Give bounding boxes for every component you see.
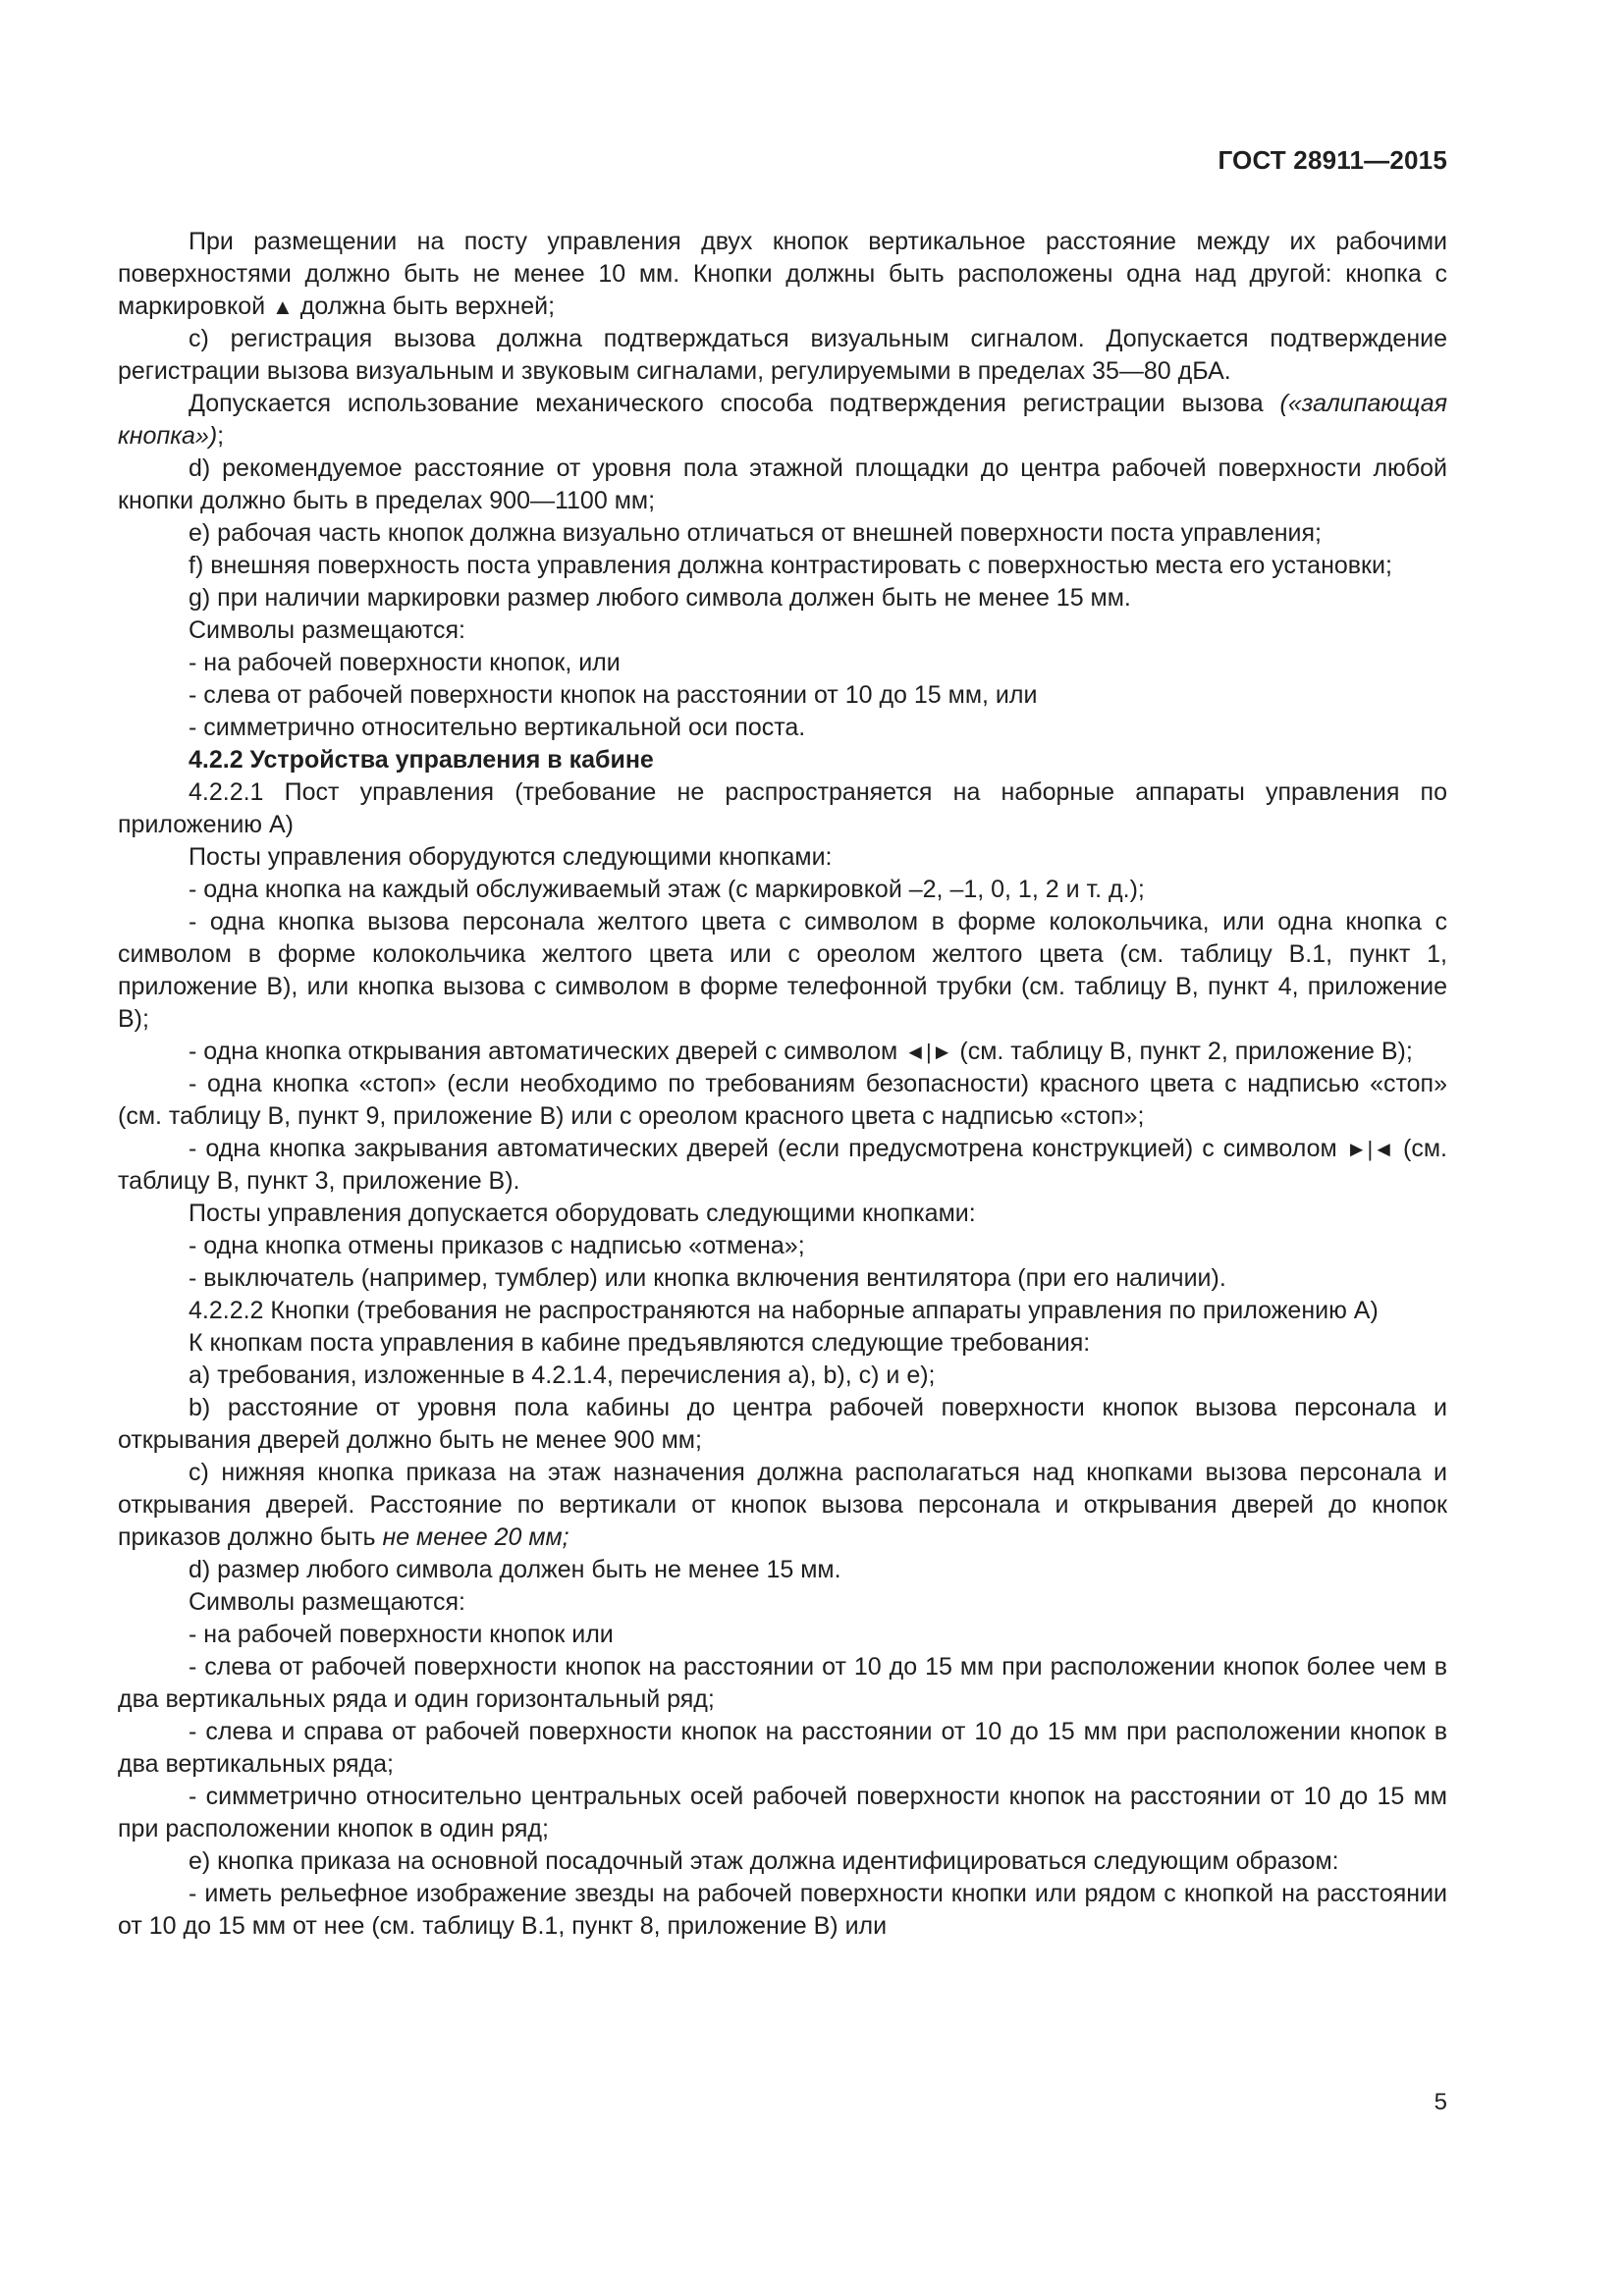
list-item: - на рабочей поверхности кнопок или xyxy=(189,1621,614,1648)
paragraph: f) внешняя поверхность поста управления должна контрастировать с поверхностью места его установки; xyxy=(189,552,1392,579)
list-item: - слева от рабочей поверхности кнопок на расстоянии от 10 до 15 мм при расположении кнопок более чем в два вертикальных ряда и один горизонтальный ряд; xyxy=(118,1653,1447,1713)
list-item: b) расстояние от уровня пола кабины до центра рабочей поверхности кнопок вызова персонала и открывания дверей должно быть не менее 900 мм; xyxy=(118,1394,1447,1454)
list-item: - слева и справа от рабочей поверхности кнопок на расстоянии от 10 до 15 мм при расположении кнопок в два вертикальных ряда; xyxy=(118,1718,1447,1778)
paragraph: Символы размещаются: xyxy=(189,616,465,644)
paragraph-text: (см. таблицу В, пункт 2, приложение В); xyxy=(959,1038,1413,1065)
paragraph-text: - одна кнопка закрывания автоматических дверей (если предусмотрена конструкцией) с символом xyxy=(189,1135,1337,1162)
triangle-up-icon: ▲ xyxy=(272,294,294,319)
paragraph xyxy=(118,388,1447,453)
paragraph: g) при наличии маркировки размер любого символа должен быть не менее 15 мм. xyxy=(189,584,1131,612)
paragraph: d) рекомендуемое расстояние от уровня пола этажной площадки до центра рабочей поверхности любой кнопки должно быть в пределах 900—1100 мм; xyxy=(118,454,1447,514)
paragraph-text-italic: не менее 20 мм; xyxy=(382,1523,569,1551)
paragraph: Посты управления оборудуются следующими кнопками: xyxy=(189,843,833,871)
paragraph: Посты управления допускается оборудовать следующими кнопками: xyxy=(189,1200,976,1227)
list-item: - иметь рельефное изображение звезды на рабочей поверхности кнопки или рядом с кнопкой на расстоянии от 10 до 15 мм от нее (см. таблицу В.1, пункт 8, приложение В) или xyxy=(118,1880,1447,1940)
paragraph-text: - одна кнопка открывания автоматических дверей с символом xyxy=(189,1038,898,1065)
paragraph-text-italic: («залипающая кнопка») xyxy=(118,390,1447,450)
list-item: - одна кнопка на каждый обслуживаемый этаж (с маркировкой –2, –1, 0, 1, 2 и т. д.); xyxy=(189,876,1145,903)
list-item: - одна кнопка «стоп» (если необходимо по требованиям безопасности) красного цвета с надписью «стоп» (см. таблицу В, пункт 9, приложение В) или с ореолом красного цвета с надписью «стоп»; xyxy=(118,1070,1447,1130)
paragraph: К кнопкам поста управления в кабине предъявляются следующие требования: xyxy=(189,1329,1091,1357)
section-heading: 4.2.2 Устройства управления в кабине xyxy=(189,746,654,774)
list-item: - одна кнопка вызова персонала желтого цвета с символом в форме колокольчика, или одна кнопка с символом в форме колокольчика желтого цвета или с ореолом желтого цвета (см. таблицу В.1, пункт 1, приложение В), или кнопка вызова с символом в форме телефонной трубки (см. таблицу В, пункт 4, приложение В); xyxy=(118,908,1447,1033)
document-header: ГОСТ 28911—2015 xyxy=(1218,145,1447,175)
document-body xyxy=(118,226,1447,1943)
paragraph-text: должна быть верхней; xyxy=(299,293,556,320)
list-item: - одна кнопка отмены приказов с надписью «отмена»; xyxy=(189,1232,805,1259)
list-item: a) требования, изложенные в 4.2.1.4, перечисления a), b), c) и e); xyxy=(189,1362,936,1389)
list-item xyxy=(118,1036,1447,1068)
page-number: 5 xyxy=(1434,2089,1447,2115)
list-item: - слева от рабочей поверхности кнопок на расстоянии от 10 до 15 мм, или xyxy=(189,681,1038,709)
list-item xyxy=(118,1457,1447,1554)
paragraph: e) рабочая часть кнопок должна визуально отличаться от внешней поверхности поста управления; xyxy=(189,519,1322,547)
paragraph: 4.2.2.2 Кнопки (требования не распространяются на наборные аппараты управления по приложению А) xyxy=(189,1297,1379,1324)
paragraph-text: Допускается использование механического способа подтверждения регистрации вызова xyxy=(189,390,1264,417)
paragraph-text: При размещении на посту управления двух кнопок вертикальное расстояние между их рабочими поверхностями должно быть не менее 10 мм. Кнопки должны быть расположены одна над другой: кнопка с маркировкой xyxy=(118,228,1447,320)
list-item: - на рабочей поверхности кнопок, или xyxy=(189,649,621,676)
paragraph-text: ; xyxy=(217,422,225,450)
paragraph: c) регистрация вызова должна подтверждаться визуальным сигналом. Допускается подтверждение регистрации вызова визуальным и звуковым сигналами, регулируемыми в пределах 35—80 дБА. xyxy=(118,325,1447,385)
list-item: e) кнопка приказа на основной посадочный этаж должна идентифицироваться следующим образом: xyxy=(189,1847,1339,1875)
paragraph-text: c) нижняя кнопка приказа на этаж назначения должна располагаться над кнопками вызова персонала и открывания дверей. Расстояние по вертикали от кнопок вызова персонала и открывания дверей до кнопок приказов должно быть xyxy=(118,1459,1447,1551)
paragraph: 4.2.2.1 Пост управления (требование не распространяется на наборные аппараты управления по приложению А) xyxy=(118,778,1447,838)
list-item: - симметрично относительно центральных осей рабочей поверхности кнопок на расстоянии от 10 до 15 мм при расположении кнопок в один ряд; xyxy=(118,1783,1447,1842)
paragraph xyxy=(118,226,1447,323)
paragraph: Символы размещаются: xyxy=(189,1588,465,1616)
paragraph-text: (см. таблицу В, пункт 3, приложение В). xyxy=(118,1135,1447,1195)
list-item: - выключатель (например, тумблер) или кнопка включения вентилятора (при его наличии). xyxy=(189,1264,1226,1292)
open-doors-icon: ◄|► xyxy=(904,1040,953,1064)
list-item: - симметрично относительно вертикальной оси поста. xyxy=(189,714,806,741)
list-item xyxy=(118,1133,1447,1198)
list-item: d) размер любого символа должен быть не менее 15 мм. xyxy=(189,1556,841,1583)
close-doors-icon: ►|◄ xyxy=(1345,1137,1394,1161)
